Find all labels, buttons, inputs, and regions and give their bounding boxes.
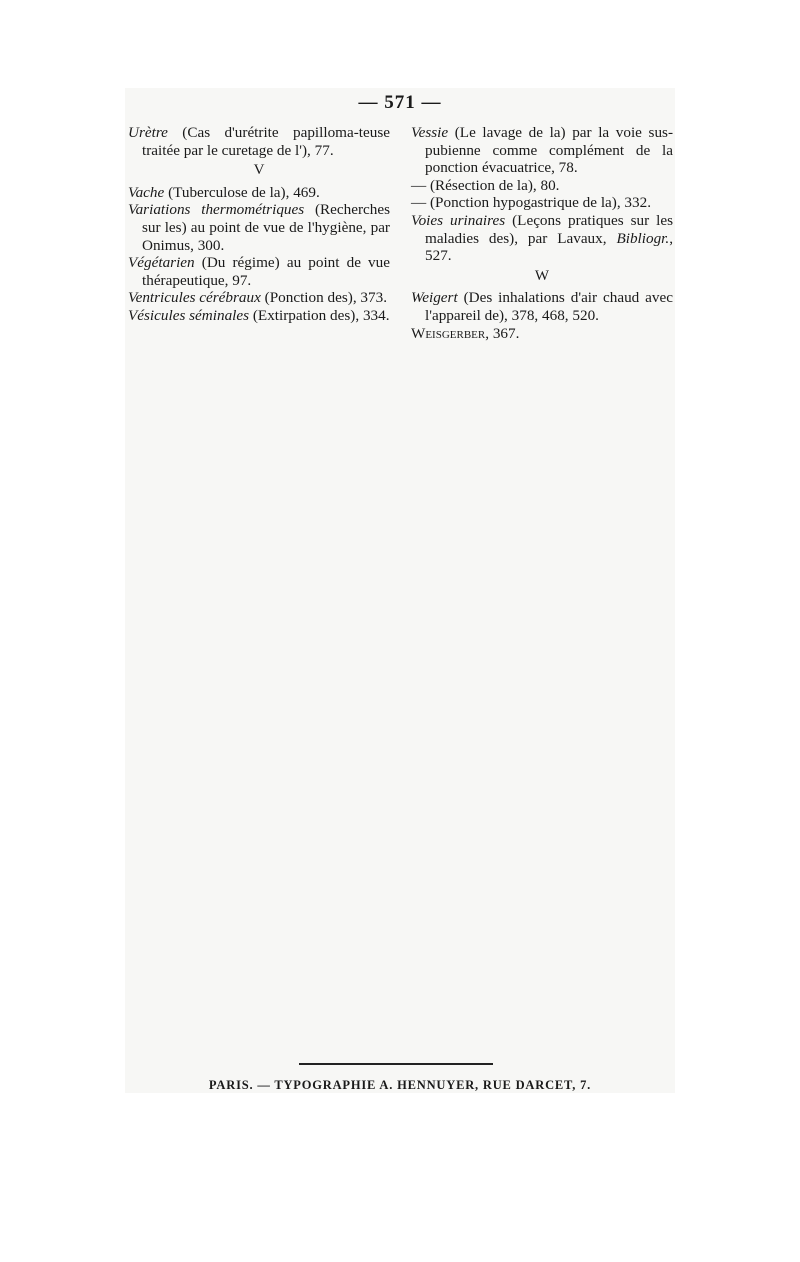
index-entry bbox=[411, 325, 673, 343]
entry-text: (Cas d'urétrite papilloma-teuse traitée par le curetage de l'), 77. bbox=[142, 124, 390, 159]
right-column bbox=[411, 124, 673, 342]
entry-text: (Des inhalations d'air chaud avec l'appareil de), 378, 468, 520. bbox=[425, 289, 673, 324]
entry-term: Ventricules cérébraux bbox=[128, 289, 261, 307]
index-page bbox=[125, 88, 675, 1093]
entry-text: (Recherches sur les) au point de vue de l'hygiène, par Onimus, 300. bbox=[142, 201, 390, 254]
section-letter-w: W bbox=[534, 267, 550, 284]
biblio-term: Bibliogr. bbox=[616, 229, 670, 247]
entry-text: (Du régime) au point de vue thérapeutique, 97. bbox=[142, 254, 390, 289]
entry-term: Végétarien bbox=[128, 254, 195, 272]
entry-text: — (Ponction hypogastrique de la), 332. bbox=[411, 194, 652, 212]
page-number: — 571 — bbox=[358, 92, 442, 113]
entry-text: — (Résection de la), 80. bbox=[411, 176, 560, 194]
left-column bbox=[128, 124, 390, 325]
entry-text: (Leçons pratiques sur les maladies des), par Lavaux, bbox=[425, 211, 673, 247]
entry-text: (Ponction des), 373. bbox=[260, 289, 387, 307]
section-letter-v: V bbox=[253, 162, 265, 179]
index-entry bbox=[128, 124, 390, 159]
index-entry bbox=[411, 289, 673, 324]
entry-text: (Tuberculose de la), 469. bbox=[164, 183, 320, 201]
entry-term: Vessie bbox=[411, 124, 449, 141]
entry-text: (Le lavage de la) par la voie sus-pubienne comme complément de la ponction évacuatrice, 78. bbox=[425, 124, 673, 177]
index-entry bbox=[128, 289, 390, 307]
index-entry bbox=[411, 124, 673, 177]
index-entry bbox=[128, 307, 390, 325]
index-entry bbox=[128, 254, 390, 289]
printer-imprint: PARIS. — TYPOGRAPHIE A. HENNUYER, RUE DARCET, 7. bbox=[208, 1078, 592, 1092]
entry-term: Voies urinaires bbox=[411, 211, 506, 229]
entry-term: Vésicules séminales bbox=[128, 306, 250, 324]
entry-term: Vache bbox=[128, 183, 165, 201]
entry-text: (Extirpation des), 334. bbox=[249, 306, 390, 324]
entry-text: Weisgerber, 367. bbox=[411, 324, 520, 342]
footer-rule bbox=[299, 1063, 493, 1065]
entry-term: Urètre bbox=[128, 124, 168, 141]
biblio-page: , 527. bbox=[425, 229, 673, 265]
index-entry bbox=[411, 177, 673, 195]
entry-term: Variations thermométriques bbox=[128, 201, 305, 219]
index-entry bbox=[411, 212, 673, 265]
entry-term: Weigert bbox=[411, 289, 458, 307]
index-entry bbox=[128, 201, 390, 254]
index-entry bbox=[411, 194, 673, 212]
index-entry bbox=[128, 184, 390, 202]
